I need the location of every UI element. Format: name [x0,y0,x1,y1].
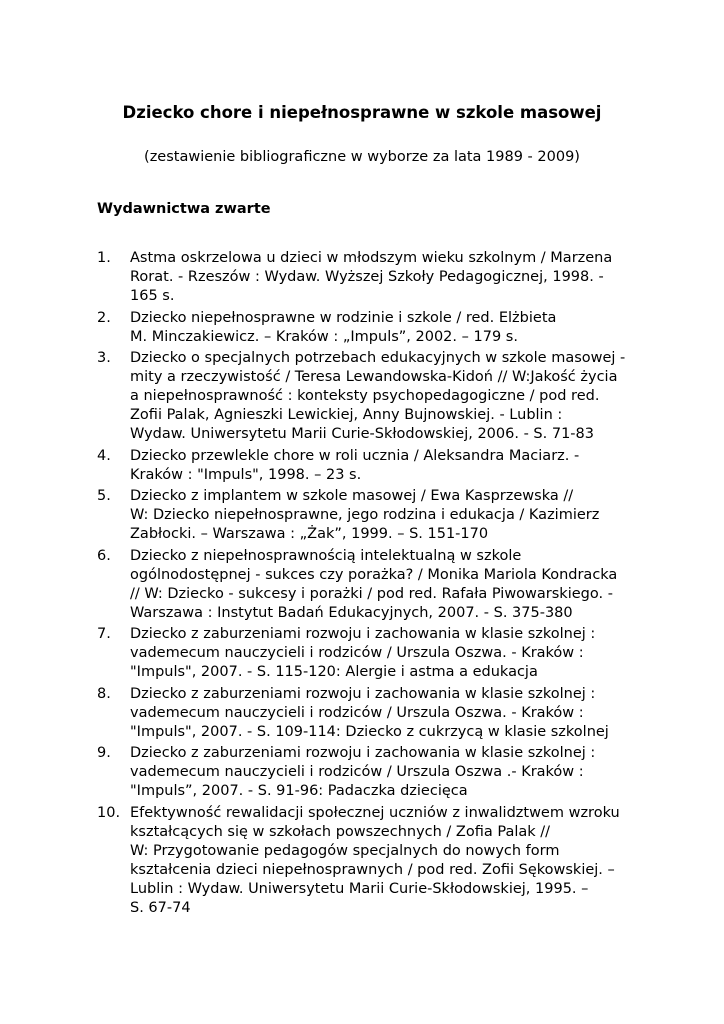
bibliography-list [97,249,657,920]
entry-number: 1. [97,250,111,266]
entry-text: Dziecko z niepełnosprawnością intelektualną w szkole ogólnodostępnej - sukces czy porażka? / Monika Mariola Kondracka // W: Dziecko - sukcesy i porażki / pod red. Rafała Piwowarskiego. - Warszawa : Instytut Badań Edukacyjnych, 2007. - S. 375-380 [130,547,618,621]
entry-text: Dziecko przewlekle chore w roli ucznia / Aleksandra Maciarz. - Kraków : "Impuls", 1998. – 23 s. [130,447,580,483]
entry-number: 7. [97,626,111,642]
bibliography-entry [97,625,657,682]
entry-text: Efektywność rewalidacji społecznej uczniów z inwalidztwem wzroku kształcących się w szkołach powszechnych / Zofia Palak // W: Przygotowanie pedagogów specjalnych do nowych form kształcenia dzieci niepełnosprawnych / pod red. Zofii Sękowskiej. – Lublin : Wydaw. Uniwersytetu Marii Curie-Skłodowskiej, 1995. – S. 67-74 [130,804,620,916]
section-heading: Wydawnictwa zwarte [97,201,271,217]
entry-text: Dziecko z implantem w szkole masowej / Ewa Kasprzewska // W: Dziecko niepełnosprawne, jego rodzina i edukacja / Kazimierz Zabłocki. – Warszawa : „Żak”, 1999. – S. 151-170 [130,488,600,542]
entry-number: 9. [97,745,111,761]
entry-text: Dziecko z zaburzeniami rozwoju i zachowania w klasie szkolnej : vademecum nauczycieli i rodziców / Urszula Oszwa .- Kraków : "Impuls”, 2007. - S. 91-96: Padaczka dziecięca [130,745,596,799]
bibliography-entry [97,804,657,918]
page-subtitle: (zestawienie bibliograficzne w wyborze za lata 1989 - 2009) [144,149,580,165]
bibliography-entry [97,309,657,347]
entry-text: Dziecko z zaburzeniami rozwoju i zachowania w klasie szkolnej : vademecum nauczycieli i rodziców / Urszula Oszwa. - Kraków : "Impuls", 2007. - S. 109-114: Dziecko z cukrzycą w klasie szkolnej [130,685,609,740]
entry-number: 5. [97,488,111,504]
bibliography-entry [97,249,657,306]
bibliography-entry [97,685,657,742]
entry-number: 3. [97,350,111,366]
bibliography-entry [97,487,657,544]
bibliography-entry [97,547,657,623]
bibliography-entry [97,447,657,485]
page-title: Dziecko chore i niepełnosprawne w szkole masowej [122,103,602,122]
bibliography-entry [97,349,657,444]
entry-number: 10. [97,804,121,821]
entry-text: Dziecko z zaburzeniami rozwoju i zachowania w klasie szkolnej : vademecum nauczycieli i rodziców / Urszula Oszwa. - Kraków : "Impuls", 2007. - S. 115-120: Alergie i astma a edukacja [130,626,596,680]
entry-number: 8. [97,685,111,702]
entry-text: Astma oskrzelowa u dzieci w młodszym wieku szkolnym / Marzena Rorat. - Rzeszów : Wydaw. Wyższej Szkoły Pedagogicznej, 1998. - 165 s. [130,250,613,304]
bibliography-entry [97,744,657,801]
entry-number: 6. [97,547,111,564]
entry-text: Dziecko niepełnosprawne w rodzinie i szkole / red. Elżbieta M. Minczakiewicz. – Kraków : „Impuls”, 2002. – 179 s. [130,309,557,345]
entry-number: 4. [97,447,111,464]
entry-text: Dziecko o specjalnych potrzebach edukacyjnych w szkole masowej - mity a rzeczywistość / Teresa Lewandowska-Kidoń // W:Jakość życia a niepełnosprawność : konteksty psychopedagogiczne / pod red. Zofii Palak, Agnieszki Lewickiej, Anny Bujnowskiej. - Lublin : Wydaw. Uniwersytetu Marii Curie-Skłodowskiej, 2006. - S. 71-83 [130,350,626,442]
entry-number: 2. [97,309,111,326]
